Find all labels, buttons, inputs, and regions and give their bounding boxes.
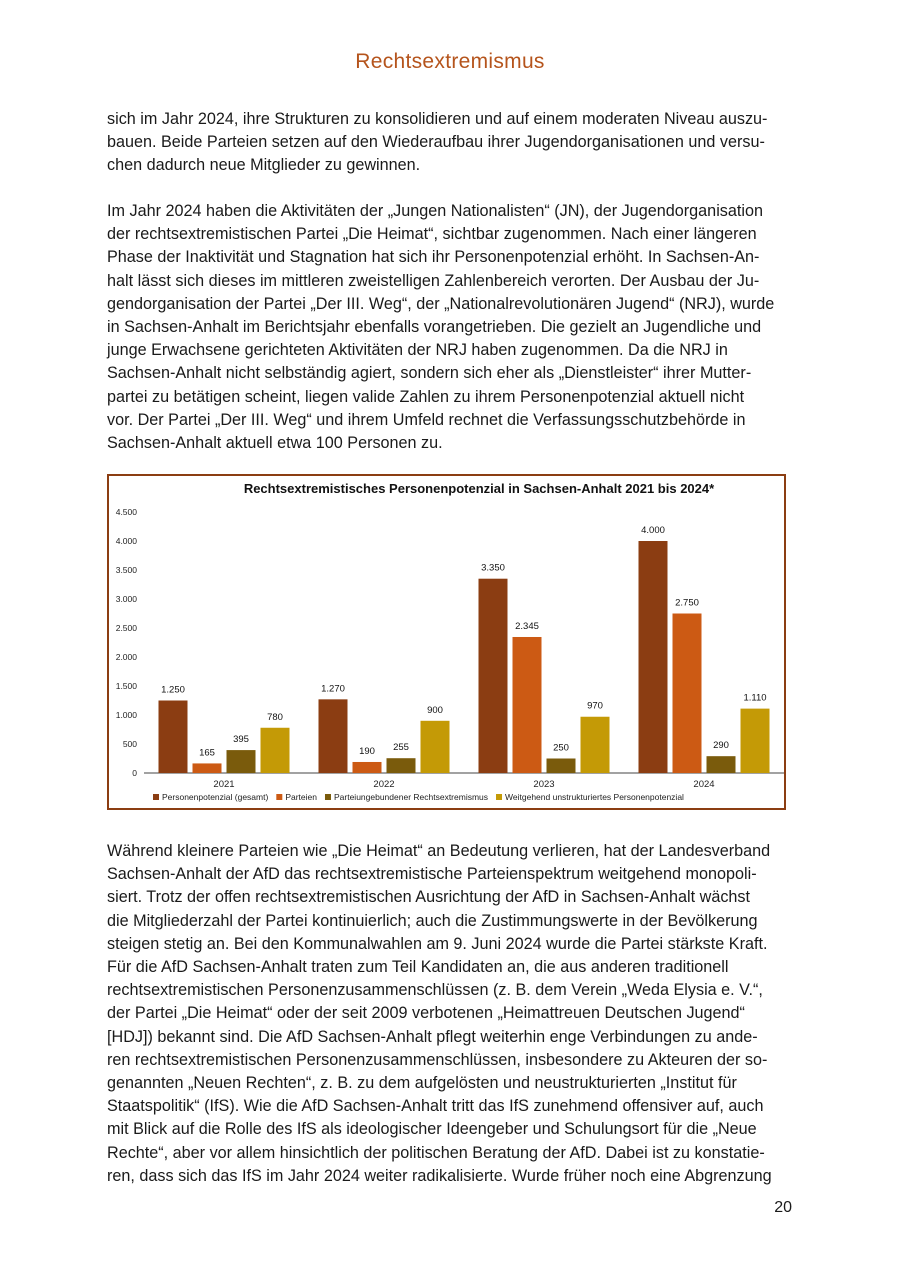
bar (387, 758, 416, 773)
text-line: rechtsextremistischen Personenzusammenschlüssen (z. B. dem Verein „Weda Elysia e. V.“, (107, 981, 763, 1000)
text-line: Für die AfD Sachsen-Anhalt traten zum Teil Kandidaten an, die aus anderen traditionell (107, 958, 729, 977)
text-line: mit Blick auf die Rolle des IfS als ideologischer Ideengeber und Schulungsort für die „Neue (107, 1120, 757, 1139)
bar-data-label: 165 (199, 747, 215, 759)
paragraph-1 (107, 108, 793, 178)
text-line: Rechte“, aber vor allem hinsichtlich der politischen Beratung der AfD. Dabei ist zu konstatie- (107, 1143, 765, 1162)
text-line: partei zu betätigen scheint, liegen valide Zahlen zu ihrem Personenpotenzial aktuell nicht (107, 387, 745, 406)
text-line: ren, dass sich das IfS im Jahr 2024 weiter radikalisierte. Wurde früher noch eine Abgrenzung (107, 1166, 772, 1185)
bar-data-label: 780 (267, 711, 283, 723)
bar (513, 637, 542, 773)
bar (707, 756, 736, 773)
legend-swatch (496, 794, 502, 800)
bar (479, 579, 508, 773)
text-line: Sachsen-Anhalt der AfD das rechtsextremistische Parteienspektrum weitgehend monopoli- (107, 865, 757, 884)
bar-data-label: 1.250 (161, 684, 185, 696)
text-line: steigen stetig an. Bei den Kommunalwahlen am 9. Juni 2024 wurde die Partei stärkste Kraft. (107, 934, 768, 953)
legend-entry: Parteiungebundener Rechtsextremismus (333, 792, 489, 802)
text-line: Im Jahr 2024 haben die Aktivitäten der „Jungen Nationalisten“ (JN), der Jugendorganisation (107, 202, 763, 220)
text-line: der Partei „Die Heimat“ oder der seit 2009 verbotenen „Heimattreuen Deutschen Jugend“ (107, 1004, 745, 1023)
legend-entry: Weitgehend unstrukturiertes Personenpotenzial (505, 792, 684, 802)
y-tick-label: 4.500 (115, 507, 137, 517)
x-tick-label: 2023 (533, 779, 555, 790)
text-line: Phase der Inaktivität und Stagnation hat sich ihr Personenpotenzial erhöht. In Sachsen-An- (107, 248, 760, 267)
text-line: Sachsen-Anhalt aktuell etwa 100 Personen zu. (107, 434, 443, 453)
text-line: vor. Der Partei „Der III. Weg“ und ihrem Umfeld rechnet die Verfassungsschutzbehörde in (107, 410, 746, 429)
y-tick-label: 2.000 (115, 652, 137, 662)
bar (741, 709, 770, 773)
bar-data-label: 255 (393, 742, 409, 754)
bar-data-label: 2.345 (515, 620, 539, 632)
text-line: halt lässt sich dieses im mittleren zweistelligen Zahlenbereich verorten. Der Ausbau der Ju- (107, 271, 760, 290)
text-line: der rechtsextremistischen Partei „Die Heimat“, sichtbar zugenommen. Nach einer längeren (107, 225, 757, 244)
bar (673, 614, 702, 774)
bar (421, 721, 450, 773)
x-tick-label: 2021 (213, 779, 235, 790)
bar-data-label: 1.110 (743, 692, 767, 704)
legend-swatch (325, 794, 331, 800)
bar (581, 717, 610, 773)
paragraph-2 (107, 200, 793, 455)
text-line: genannten „Neuen Rechten“, z. B. zu dem aufgelösten und neustrukturierten „Institut für (107, 1074, 737, 1093)
bar-data-label: 290 (713, 740, 729, 752)
bar (353, 762, 382, 773)
bar-data-label: 3.350 (481, 562, 505, 574)
bar-data-label: 1.270 (321, 683, 345, 695)
bar-data-label: 2.750 (675, 597, 699, 609)
bar-data-label: 190 (359, 745, 375, 757)
bar (639, 541, 668, 773)
bar-chart (109, 476, 784, 808)
text-line: bauen. Beide Parteien setzen auf den Wiederaufbau ihrer Jugendorganisationen und versu- (107, 133, 765, 152)
text-line: Während kleinere Parteien wie „Die Heimat“ an Bedeutung verlieren, hat der Landesverband (107, 842, 771, 860)
text-line: siert. Trotz der offen rechtsextremistischen Ausrichtung der AfD in Sachsen-Anhalt wächst (107, 888, 751, 907)
text-line: sich im Jahr 2024, ihre Strukturen zu konsolidieren und auf einem moderaten Niveau auszu- (107, 110, 768, 128)
text-line: chen dadurch neue Mitglieder zu gewinnen. (107, 156, 421, 175)
y-tick-label: 3.500 (115, 565, 137, 575)
bar (193, 763, 222, 773)
page-number: 20 (774, 1199, 792, 1216)
bar (319, 699, 348, 773)
page-header-title: Rechtsextremismus (355, 50, 545, 73)
text-line: junge Erwachsene gerichteten Aktivitäten der NRJ haben zugenommen. Da die NRJ in (107, 341, 728, 360)
chart-title: Rechtsextremistisches Personenpotenzial in Sachsen-Anhalt 2021 bis 2024* (243, 481, 715, 496)
legend-swatch (153, 794, 159, 800)
text-line: gendorganisation der Partei „Der III. Weg“, der „Nationalrevolutionären Jugend“ (NRJ), wurde (107, 294, 775, 313)
text-line: ren rechtsextremistischen Personenzusammenschlüssen, insbesondere zu Akteuren der so- (107, 1050, 768, 1069)
x-tick-label: 2024 (693, 779, 715, 790)
bar-chart-frame (107, 474, 786, 810)
bar-data-label: 395 (233, 734, 249, 746)
y-tick-label: 3.000 (115, 594, 137, 604)
bar-data-label: 900 (427, 704, 443, 716)
paragraph-3 (107, 840, 793, 1188)
bar-data-label: 4.000 (641, 525, 665, 536)
bar (547, 759, 576, 774)
x-tick-label: 2022 (373, 779, 395, 790)
y-tick-label: 500 (122, 739, 137, 749)
y-tick-label: 2.500 (115, 623, 137, 633)
y-tick-label: 1.000 (115, 710, 137, 720)
bar (261, 728, 290, 773)
y-tick-label: 4.000 (115, 536, 137, 546)
legend-entry: Parteien (285, 792, 317, 802)
y-tick-label: 1.500 (115, 681, 137, 691)
text-line: Sachsen-Anhalt nicht selbständig agiert, sondern sich eher als „Dienstleister“ ihrer Mutter- (107, 364, 752, 383)
bar-data-label: 970 (587, 700, 603, 712)
text-line: [HDJ]) bekannt sind. Die AfD Sachsen-Anhalt pflegt weiterhin enge Verbindungen zu ande- (107, 1027, 758, 1046)
y-tick-label: 0 (132, 768, 137, 778)
text-line: Staatspolitik“ (IfS). Wie die AfD Sachsen-Anhalt tritt das IfS zunehmend offensiver auf, auch (107, 1097, 764, 1116)
bar (159, 701, 188, 774)
text-line: die Mitgliederzahl der Partei kontinuierlich; auch die Zustimmungswerte in der Bevölkerung (107, 911, 758, 930)
bar (227, 750, 256, 773)
bar-data-label: 250 (553, 742, 569, 754)
text-line: in Sachsen-Anhalt im Berichtsjahr ebenfalls vorangetrieben. Die gezielt an Jugendliche und (107, 318, 762, 337)
legend-entry: Personenpotenzial (gesamt) (162, 792, 269, 802)
legend-swatch (276, 794, 282, 800)
